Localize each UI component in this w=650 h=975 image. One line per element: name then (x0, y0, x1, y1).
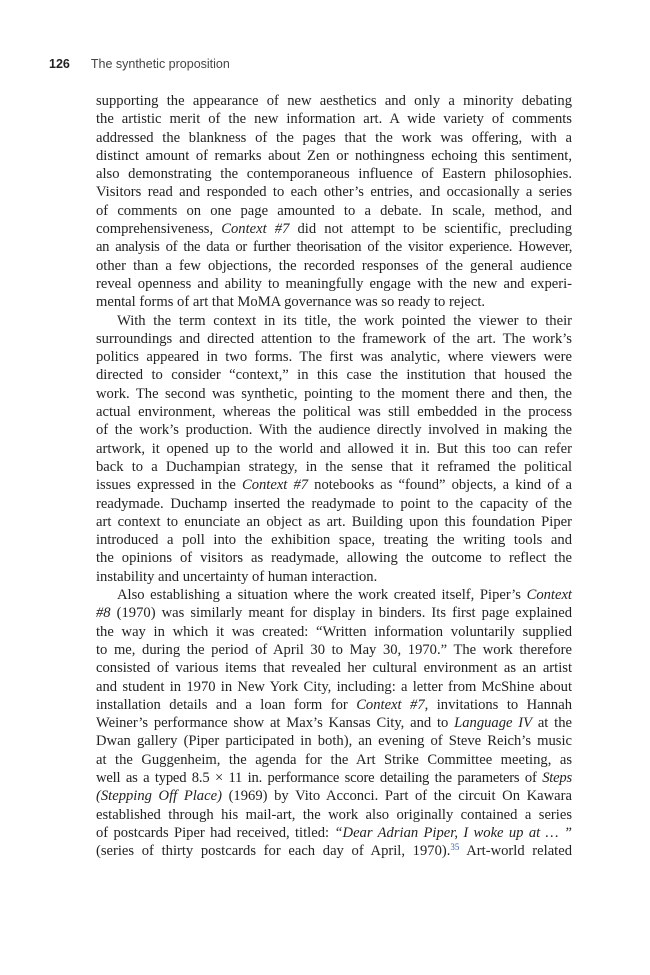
body-text (96, 92, 572, 860)
text-line: of the work’s production. With the audience directly involved in making the (96, 422, 572, 439)
text-line: Dwan gallery (Piper participated in both), an evening of Steve Reich’s music (96, 733, 572, 750)
text-line: other than a few objections, the recorded responses of the general audience (96, 257, 572, 274)
text-run: Also establishing a situation where the work created itself, Piper’s (117, 587, 527, 604)
text-run: (1970) was similarly meant for display in binders. Its first page explained (110, 605, 572, 622)
text-line: to me, during the period of April 30 to May 30, 1970.” The work therefore (96, 641, 572, 658)
text-run: installation details and a loan form for (96, 696, 357, 713)
text-run: notebooks as “found” objects, a kind of a (308, 477, 573, 494)
paragraph-3 (96, 586, 572, 860)
text-run: , invitations to Hannah (424, 696, 573, 713)
text-line: instability and uncertainty of human interaction. (96, 568, 378, 585)
text-line: introduced a poll into the exhibition space, treating the writing tools and (96, 532, 572, 549)
text-line: established through his mail-art, the work also originally contained a series (96, 806, 572, 823)
text-run: (1969) by Vito Acconci. Part of the circuit On Kawara (221, 788, 572, 805)
text-run: comprehensiveness, (96, 221, 222, 238)
text-line: an analysis of the data or further theorisation of the visitor experience. However, (96, 239, 572, 256)
running-head (49, 57, 230, 75)
text-line: consisted of various items that revealed her cultural environment as an artist (96, 660, 572, 677)
text-line (96, 476, 572, 494)
text-line (96, 824, 572, 842)
paragraph-1 (96, 92, 572, 312)
text-run: of postcards Piper had received, titled: (96, 824, 335, 841)
work-title: Context #7 (221, 221, 290, 238)
text-line: directed to consider “context,” in this case the institution that housed the (96, 367, 572, 384)
text-line (96, 769, 572, 787)
text-line: of comments on one page amounted to a debate. In scale, method, and (96, 202, 572, 219)
work-title: Steps (542, 769, 572, 786)
text-line (96, 696, 572, 714)
text-line: addressed the blankness of the pages that the work was offering, with a (96, 129, 572, 146)
text-line: reveal openness and ability to meaningfully engage with the new and experi- (96, 275, 572, 292)
text-line: actual environment, whereas the political was still embedded in the process (96, 404, 572, 421)
text-line: surroundings and directed attention to the framework of the art. The work’s (96, 330, 572, 347)
text-line: politics appeared in two forms. The first was analytic, where viewers were (96, 349, 572, 366)
text-run: did not attempt to be scientific, precluding (289, 221, 572, 238)
page-number: 126 (49, 57, 70, 71)
work-title: “Dear Adrian Piper, I woke up at … ” (334, 824, 572, 841)
text-line: Visitors read and responded to each other’s entries, and occasionally a series (96, 184, 572, 201)
text-line: back to a Duchampian strategy, in the sense that it reframed the political (96, 458, 572, 475)
text-line: art context to enunciate an object as art. Building upon this foundation Piper (96, 513, 572, 530)
work-title: Language IV (454, 715, 533, 732)
text-line: work. The second was synthetic, pointing to the moment there and then, the (96, 385, 572, 402)
text-run: Weiner’s performance show at Max’s Kansas City, and to (96, 715, 455, 732)
text-run: at the (532, 715, 572, 732)
text-line (96, 714, 572, 732)
work-title: #8 (96, 605, 111, 622)
text-line: and student in 1970 in New York City, including: a letter from McShine about (96, 678, 572, 695)
text-line (96, 842, 572, 860)
footnote-marker[interactable]: 35 (450, 842, 460, 853)
text-line: also demonstrating the contemporaneous influence of Eastern philosophies. (96, 166, 572, 183)
text-run: (series of thirty postcards for each day of April, 1970). (96, 843, 451, 860)
text-run: Art-world related (459, 843, 572, 860)
text-line: mental forms of art that MoMA governance was so ready to reject. (96, 294, 486, 311)
text-line: the opinions of visitors as readymade, allowing the outcome to reflect the (96, 550, 572, 567)
text-line: artwork, it opened up to the world and allowed it in. But this too can refer (96, 440, 572, 457)
text-line (96, 787, 572, 805)
work-title: (Stepping Off Place) (96, 788, 222, 805)
text-line: With the term context in its title, the work pointed the viewer to their (117, 312, 572, 329)
work-title: Context #7 (241, 477, 309, 494)
work-title: Context (526, 587, 572, 604)
work-title: Context #7 (356, 696, 425, 713)
text-line: distinct amount of remarks about Zen or nothingness echoing this sentiment, (96, 147, 572, 164)
running-title: The synthetic proposition (90, 57, 230, 71)
paragraph-2 (96, 312, 572, 586)
text-line (96, 220, 572, 238)
text-line (96, 586, 572, 604)
text-run: well as a typed 8.5 × 11 in. performance score detailing the parameters of (96, 769, 543, 786)
text-line: supporting the appearance of new aesthetics and only a minority debating (96, 93, 572, 109)
text-line: the way in which it was created: “Written information voluntarily supplied (96, 623, 572, 640)
text-line (96, 604, 572, 622)
text-line: the artistic merit of the new information art. A wide variety of comments (96, 111, 572, 128)
text-line: at the Guggenheim, the agenda for the Art Strike Committee meeting, as (96, 751, 572, 768)
text-run: issues expressed in the (96, 477, 242, 494)
text-line: readymade. Duchamp inserted the readymade to point to the capacity of the (96, 495, 572, 512)
